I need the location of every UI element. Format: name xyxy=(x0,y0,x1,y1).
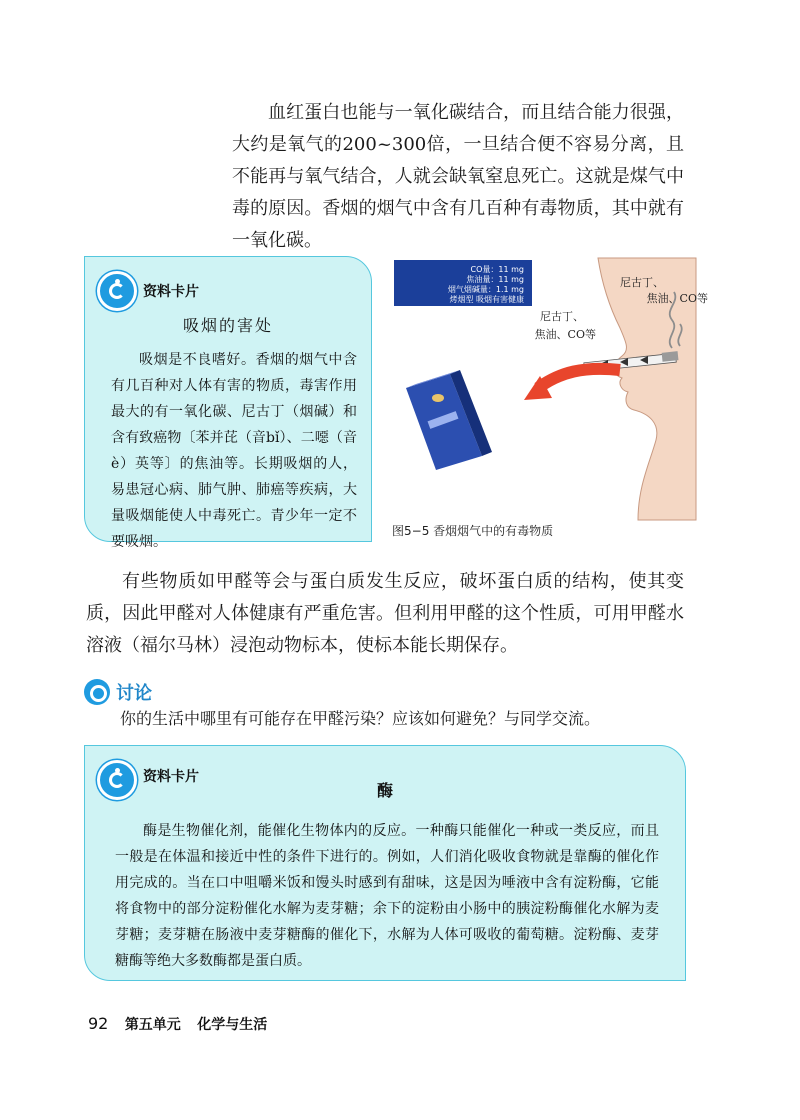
page-footer xyxy=(88,1014,267,1034)
info-card-label: 资料卡片 xyxy=(143,769,199,785)
info-card-title: 吸烟的害处 xyxy=(182,316,273,335)
info-card-enzyme xyxy=(84,745,686,981)
pack-line-tar: 焦油量：11 mg xyxy=(466,275,524,284)
discussion-title: 讨论 xyxy=(116,683,152,704)
unit-title: 化学与生活 xyxy=(197,1017,268,1033)
figure-caption: 图5−5 香烟烟气中的有毒物质 xyxy=(392,524,554,538)
label-outside-2: 焦油、CO等 xyxy=(646,292,708,305)
info-card-smoking xyxy=(84,256,372,550)
page-number: 92 xyxy=(88,1014,109,1033)
paragraph-formaldehyde: 有些物质如甲醛等会与蛋白质发生反应，破坏蛋白质的结构，使其变质，因此甲醛对人体健康有严重危害。但利用甲醛的这个性质，可用甲醛水溶液（福尔马林）浸泡动物标本，使标本能长期保存。 xyxy=(86,571,684,656)
info-card-logo-icon xyxy=(97,271,137,311)
label-outside-1: 尼古丁、 xyxy=(620,276,664,289)
smoke-illustration xyxy=(388,258,708,520)
cigarette-pack xyxy=(406,370,492,470)
info-card-label: 资料卡片 xyxy=(143,284,199,300)
label-inside-1: 尼古丁、 xyxy=(540,310,584,323)
pack-line-co: CO量：11 mg xyxy=(470,265,524,274)
discussion-icon xyxy=(84,679,110,705)
info-card-title: 酶 xyxy=(376,781,393,800)
pack-line-nicotine: 烟气烟碱量：1.1 mg xyxy=(447,285,524,294)
pack-line-warning: 烤烟型 吸烟有害健康 xyxy=(449,295,524,304)
label-inside-2: 焦油、CO等 xyxy=(534,328,596,341)
paragraph-hemoglobin: 血红蛋白也能与一氧化碳结合，而且结合能力很强，大约是氧气的200~300倍，一旦结合便不容易分离，且不能再与氧气结合，人就会缺氧窒息死亡。这就是煤气中毒的原因。香烟的烟气中含有几百种有毒物质，其中就有一氧化碳。 xyxy=(232,102,684,251)
exhale-arrow xyxy=(538,369,620,388)
unit-label: 第五单元 xyxy=(124,1017,181,1033)
discussion-text: 你的生活中哪里有可能存在甲醛污染？应该如何避免？与同学交流。 xyxy=(120,709,601,728)
info-card-body: 吸烟是不良嗜好。香烟的烟气中含有几百种对人体有害的物质，毒害作用最大的有一氧化碳、尼古丁（烟碱）和含有致癌物〔苯并芘（音bǐ）、二噁（音è）英等〕的焦油等。长期吸烟的人，易患冠心病、肺气肿、肺癌等疾病，大量吸烟能使人中毒死亡。青少年一定不要吸烟。 xyxy=(111,352,357,550)
info-card-body: 酶是生物催化剂，能催化生物体内的反应。一种酶只能催化一种或一类反应，而且一般是在体温和接近中性的条件下进行的。例如，人们消化吸收食物就是靠酶的催化作用完成的。当在口中咀嚼米饭和馒头时感到有甜味，这是因为唾液中含有淀粉酶，它能将食物中的部分淀粉催化水解为麦芽糖；余下的淀粉由小肠中的胰淀粉酶催化水解为麦芽糖；麦芽糖在肠液中麦芽糖酶的催化下，水解为人体可吸收的葡萄糖。淀粉酶、麦芽糖酶等绝大多数酶都是蛋白质。 xyxy=(115,823,659,969)
figure-smoke-toxins xyxy=(388,258,708,520)
